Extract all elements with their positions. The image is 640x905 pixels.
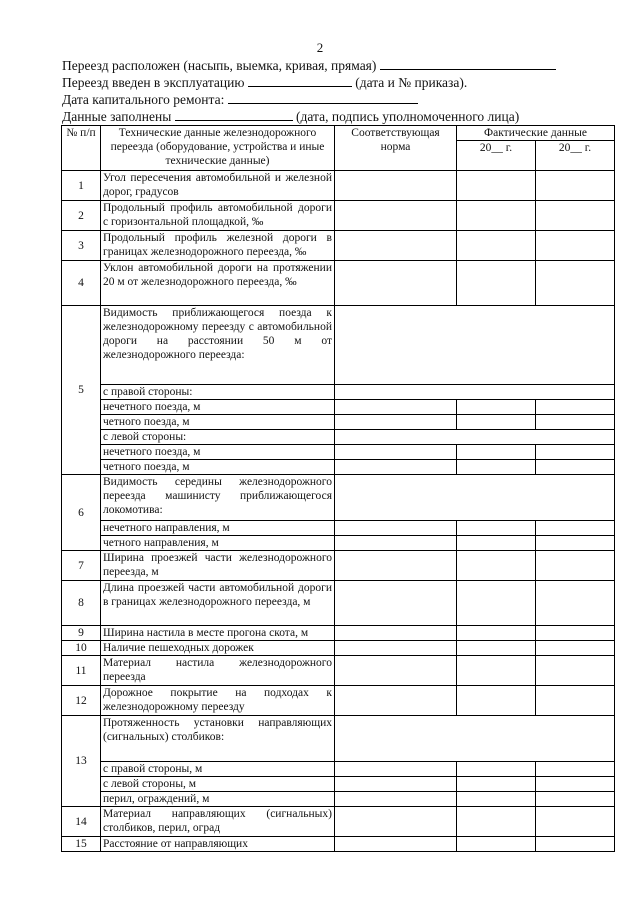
repair-blank[interactable] bbox=[228, 91, 418, 104]
table-row bbox=[62, 656, 615, 686]
norm-cell[interactable] bbox=[335, 171, 457, 201]
row-text: Материал направляющих (сигнальных) столбиков, перил, оград bbox=[101, 807, 335, 837]
col-year2-header: 20__ г. bbox=[536, 141, 615, 171]
norm-cell[interactable] bbox=[335, 415, 457, 430]
table-row bbox=[62, 445, 615, 460]
sub-label: с правой стороны, м bbox=[101, 762, 335, 777]
col-tech-header: Технические данные железнодорожного переезда (оборудование, устройства и иные технические данные) bbox=[101, 126, 335, 171]
table-row bbox=[62, 792, 615, 807]
actual-cell[interactable] bbox=[457, 762, 536, 777]
row-text: Наличие пешеходных дорожек bbox=[101, 641, 335, 656]
header-line-commissioned bbox=[62, 74, 467, 91]
norm-cell[interactable] bbox=[335, 460, 457, 475]
actual-cell[interactable] bbox=[536, 807, 615, 837]
row-text: Ширина настила в месте прогона скота, м bbox=[101, 626, 335, 641]
sub-label: четного поезда, м bbox=[101, 460, 335, 475]
actual-cell[interactable] bbox=[457, 415, 536, 430]
norm-cell[interactable] bbox=[335, 777, 457, 792]
sub-label: нечетного поезда, м bbox=[101, 445, 335, 460]
norm-cell[interactable] bbox=[335, 521, 457, 536]
row-text: Продольный профиль железной дороги в границах железнодорожного переезда, ‰ bbox=[101, 231, 335, 261]
norm-cell[interactable] bbox=[335, 231, 457, 261]
location-blank[interactable] bbox=[380, 57, 556, 70]
technical-data-table bbox=[61, 125, 615, 852]
table-row bbox=[62, 430, 615, 445]
sub-label: перил, ограждений, м bbox=[101, 792, 335, 807]
col-actual-header: Фактические данные bbox=[457, 126, 615, 141]
table-row bbox=[62, 400, 615, 415]
row-number: 12 bbox=[62, 686, 101, 716]
table-row bbox=[62, 807, 615, 837]
col-year1-header: 20__ г. bbox=[457, 141, 536, 171]
norm-cell[interactable] bbox=[335, 641, 457, 656]
norm-cell[interactable] bbox=[335, 837, 457, 852]
actual-cell[interactable] bbox=[536, 231, 615, 261]
row-number: 6 bbox=[62, 475, 101, 551]
norm-cell[interactable] bbox=[335, 445, 457, 460]
norm-cell[interactable] bbox=[335, 686, 457, 716]
table-header-row bbox=[62, 126, 615, 141]
norm-cell[interactable] bbox=[335, 581, 457, 626]
actual-cell[interactable] bbox=[457, 656, 536, 686]
actual-cell[interactable] bbox=[536, 445, 615, 460]
row-number: 3 bbox=[62, 231, 101, 261]
commissioned-suffix: (дата и № приказа). bbox=[355, 75, 468, 90]
table-row bbox=[62, 231, 615, 261]
row-text: Протяженность установки направляющих (сигнальных) столбиков: bbox=[101, 716, 335, 762]
row-number: 4 bbox=[62, 261, 101, 306]
header-line-location bbox=[62, 57, 556, 74]
actual-cell[interactable] bbox=[457, 261, 536, 306]
actual-cell[interactable] bbox=[457, 536, 536, 551]
sub-label: с правой стороны: bbox=[101, 385, 335, 400]
actual-cell[interactable] bbox=[536, 400, 615, 415]
actual-cell[interactable] bbox=[457, 551, 536, 581]
table-row bbox=[62, 686, 615, 716]
actual-cell[interactable] bbox=[536, 261, 615, 306]
table-row bbox=[62, 460, 615, 475]
table-row bbox=[62, 171, 615, 201]
actual-cell[interactable] bbox=[536, 460, 615, 475]
table-row bbox=[62, 261, 615, 306]
actual-cell[interactable] bbox=[457, 201, 536, 231]
actual-cell[interactable] bbox=[457, 686, 536, 716]
row-number: 2 bbox=[62, 201, 101, 231]
row-number: 8 bbox=[62, 581, 101, 626]
actual-cell[interactable] bbox=[457, 626, 536, 641]
norm-cell[interactable] bbox=[335, 807, 457, 837]
norm-cell[interactable] bbox=[335, 762, 457, 777]
table-row bbox=[62, 521, 615, 536]
actual-cell[interactable] bbox=[536, 641, 615, 656]
table-row bbox=[62, 777, 615, 792]
row-text: Дорожное покрытие на подходах к железнодорожному переезду bbox=[101, 686, 335, 716]
header-line-filled bbox=[62, 108, 519, 125]
table-row bbox=[62, 475, 615, 521]
row-text: Материал настила железнодорожного переезда bbox=[101, 656, 335, 686]
norm-cell[interactable] bbox=[335, 656, 457, 686]
merged-empty-cell bbox=[335, 385, 615, 400]
actual-cell[interactable] bbox=[457, 171, 536, 201]
actual-cell[interactable] bbox=[457, 837, 536, 852]
actual-cell[interactable] bbox=[536, 626, 615, 641]
row-text: Видимость середины железнодорожного переезда машинисту приближающегося локомотива: bbox=[101, 475, 335, 521]
table-row bbox=[62, 762, 615, 777]
table-row bbox=[62, 641, 615, 656]
table-row bbox=[62, 536, 615, 551]
table-row bbox=[62, 837, 615, 852]
actual-cell[interactable] bbox=[536, 521, 615, 536]
actual-cell[interactable] bbox=[536, 777, 615, 792]
actual-cell[interactable] bbox=[457, 777, 536, 792]
table-row bbox=[62, 626, 615, 641]
row-number: 13 bbox=[62, 716, 101, 807]
sub-label: четного поезда, м bbox=[101, 415, 335, 430]
actual-cell[interactable] bbox=[536, 792, 615, 807]
actual-cell[interactable] bbox=[457, 445, 536, 460]
table-row bbox=[62, 415, 615, 430]
commissioned-label: Переезд введен в эксплуатацию bbox=[62, 75, 245, 90]
norm-cell[interactable] bbox=[335, 261, 457, 306]
norm-cell[interactable] bbox=[335, 536, 457, 551]
row-text: Видимость приближающегося поезда к железнодорожному переезду с автомобильной дороги на расстоянии 50 м от железнодорожного переезда: bbox=[101, 306, 335, 385]
norm-cell[interactable] bbox=[335, 551, 457, 581]
row-number: 10 bbox=[62, 641, 101, 656]
row-number: 15 bbox=[62, 837, 101, 852]
sub-label: нечетного поезда, м bbox=[101, 400, 335, 415]
row-number: 1 bbox=[62, 171, 101, 201]
actual-cell[interactable] bbox=[536, 171, 615, 201]
actual-cell[interactable] bbox=[536, 686, 615, 716]
actual-cell[interactable] bbox=[457, 581, 536, 626]
actual-cell[interactable] bbox=[457, 400, 536, 415]
norm-cell[interactable] bbox=[335, 792, 457, 807]
actual-cell[interactable] bbox=[457, 460, 536, 475]
merged-empty-cell bbox=[335, 430, 615, 445]
actual-cell[interactable] bbox=[536, 415, 615, 430]
table-row bbox=[62, 201, 615, 231]
commissioned-blank[interactable] bbox=[248, 74, 352, 87]
actual-cell[interactable] bbox=[536, 656, 615, 686]
actual-cell[interactable] bbox=[457, 521, 536, 536]
row-text: Продольный профиль автомобильной дороги с горизонтальной площадкой, ‰ bbox=[101, 201, 335, 231]
sub-label: нечетного направления, м bbox=[101, 521, 335, 536]
repair-label: Дата капитального ремонта: bbox=[62, 92, 225, 107]
merged-empty-cell bbox=[335, 716, 615, 762]
sub-label: с левой стороны, м bbox=[101, 777, 335, 792]
actual-cell[interactable] bbox=[457, 792, 536, 807]
filled-label: Данные заполнены bbox=[62, 109, 172, 124]
actual-cell[interactable] bbox=[457, 807, 536, 837]
actual-cell[interactable] bbox=[457, 641, 536, 656]
row-text: Уклон автомобильной дороги на протяжении 20 м от железнодорожного переезда, ‰ bbox=[101, 261, 335, 306]
norm-cell[interactable] bbox=[335, 626, 457, 641]
row-number: 9 bbox=[62, 626, 101, 641]
merged-empty-cell bbox=[335, 475, 615, 521]
norm-cell[interactable] bbox=[335, 400, 457, 415]
row-text: Угол пересечения автомобильной и железной дорог, градусов bbox=[101, 171, 335, 201]
row-text: Расстояние от направляющих bbox=[101, 837, 335, 852]
sub-label: четного направления, м bbox=[101, 536, 335, 551]
col-norm-header: Соответствующая норма bbox=[335, 126, 457, 171]
actual-cell[interactable] bbox=[536, 581, 615, 626]
table-row bbox=[62, 716, 615, 762]
row-text: Ширина проезжей части железнодорожного переезда, м bbox=[101, 551, 335, 581]
location-label: Переезд расположен (насыпь, выемка, кривая, прямая) bbox=[62, 58, 377, 73]
sub-label: с левой стороны: bbox=[101, 430, 335, 445]
actual-cell[interactable] bbox=[536, 551, 615, 581]
filled-suffix: (дата, подпись уполномоченного лица) bbox=[296, 109, 520, 124]
header-line-repair bbox=[62, 91, 418, 108]
row-number: 5 bbox=[62, 306, 101, 475]
actual-cell[interactable] bbox=[536, 201, 615, 231]
norm-cell[interactable] bbox=[335, 201, 457, 231]
actual-cell[interactable] bbox=[536, 536, 615, 551]
table-row bbox=[62, 551, 615, 581]
page-number: 2 bbox=[316, 40, 324, 55]
actual-cell[interactable] bbox=[536, 837, 615, 852]
row-number: 7 bbox=[62, 551, 101, 581]
table-row bbox=[62, 306, 615, 385]
actual-cell[interactable] bbox=[457, 231, 536, 261]
row-number: 14 bbox=[62, 807, 101, 837]
table-row bbox=[62, 581, 615, 626]
filled-blank[interactable] bbox=[175, 108, 293, 121]
merged-empty-cell bbox=[335, 306, 615, 385]
actual-cell[interactable] bbox=[536, 762, 615, 777]
row-number: 11 bbox=[62, 656, 101, 686]
table-row bbox=[62, 385, 615, 400]
row-text: Длина проезжей части автомобильной дороги в границах железнодорожного переезда, м bbox=[101, 581, 335, 626]
col-num-header: № п/п bbox=[62, 126, 101, 171]
